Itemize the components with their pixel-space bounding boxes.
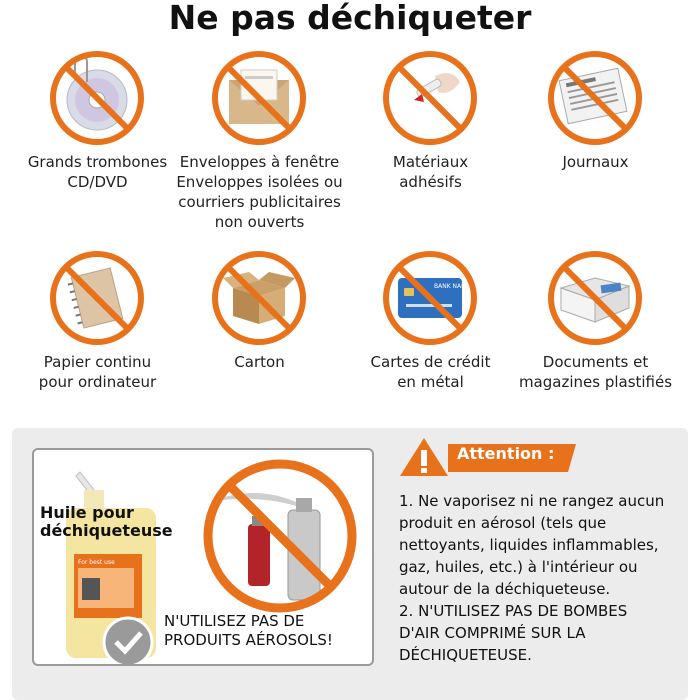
newspaper-icon bbox=[545, 48, 645, 148]
list-item: 1. Ne vaporisez ni ne rangez aucun produit en aérosol (tels que nettoyants, liquides inflammables, gaz, huiles, etc.) à l'intérieur ou autour de la déchiqueteuse. bbox=[399, 492, 665, 598]
page-title: Ne pas déchiqueter bbox=[168, 0, 532, 37]
prohibition-icon bbox=[208, 464, 352, 608]
item-label: Enveloppes à fenêtre Enveloppes isolées ou courriers publicitaires non ouverts bbox=[176, 153, 343, 231]
warning-panel bbox=[12, 428, 688, 700]
aerosol-panel bbox=[32, 448, 374, 666]
notebook-icon bbox=[47, 248, 147, 348]
card-bank-name: BANK NAME bbox=[434, 283, 471, 290]
bottle-label: For best use bbox=[78, 559, 115, 566]
adhesive-icon bbox=[380, 48, 480, 148]
attention-label: Attention : bbox=[457, 444, 555, 463]
item-label: Cartes de crédit en métal bbox=[370, 353, 491, 391]
attention-banner bbox=[400, 438, 580, 478]
no-aerosol-text: N'UTILISEZ PAS DE PRODUITS AÉROSOLS! bbox=[164, 612, 333, 649]
list-item: 2. N'UTILISEZ PAS DE BOMBES D'AIR COMPRIMÉ SUR LA DÉCHIQUETEUSE. bbox=[399, 602, 628, 664]
item-label: Papier continu pour ordinateur bbox=[38, 353, 157, 391]
credit-card-icon bbox=[380, 248, 480, 348]
item-label: Matériaux adhésifs bbox=[392, 153, 469, 191]
magazine-icon bbox=[545, 248, 645, 348]
carton-box-icon bbox=[209, 248, 309, 348]
attention-list bbox=[399, 490, 689, 666]
checkmark-icon bbox=[104, 618, 152, 666]
envelope-icon bbox=[209, 48, 309, 148]
cd-paperclip-icon bbox=[47, 48, 147, 148]
item-label: Journaux bbox=[562, 153, 629, 171]
item-label: Documents et magazines plastifiés bbox=[518, 353, 673, 391]
warning-triangle-icon bbox=[400, 438, 448, 476]
item-label: Carton bbox=[234, 353, 285, 371]
item-label: Grands trombones CD/DVD bbox=[27, 153, 168, 191]
oil-title: Huile pour déchiqueteuse bbox=[40, 503, 173, 540]
